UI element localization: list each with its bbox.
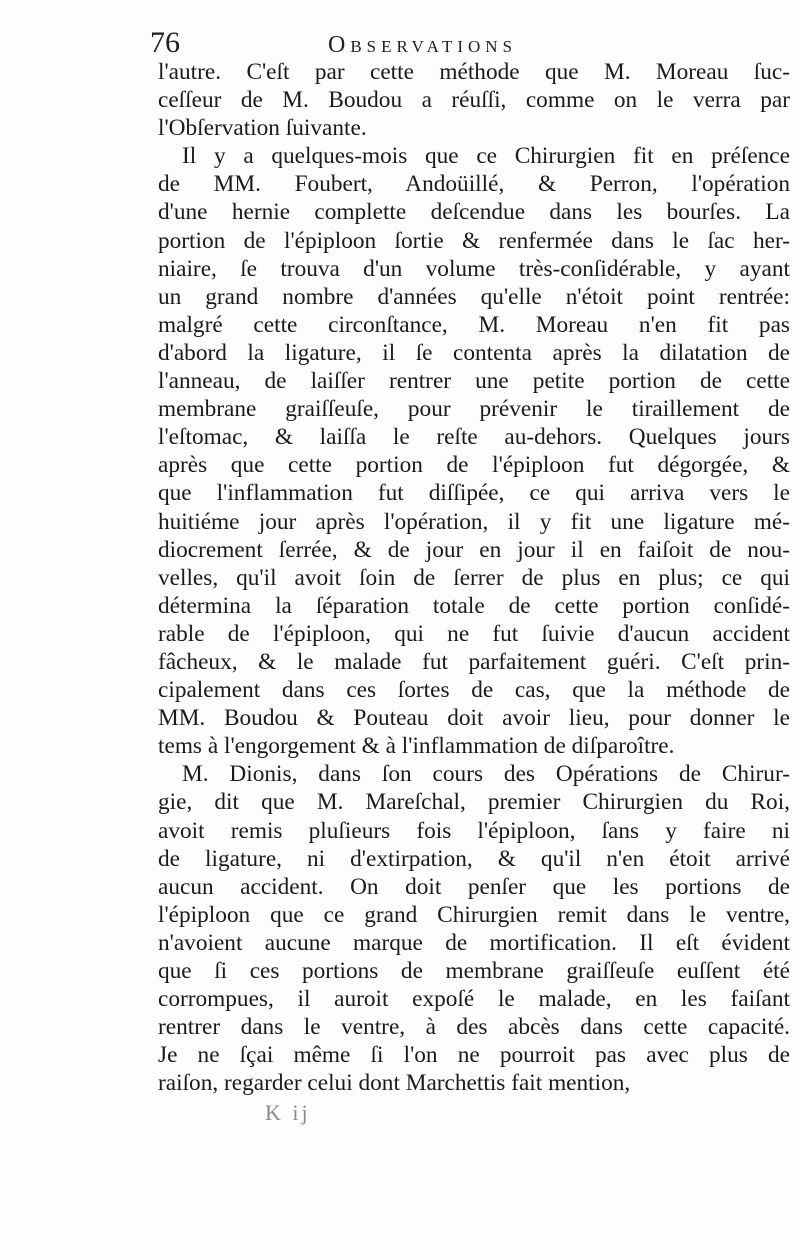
text-line: niaire, ſe trouva d'un volume très-conſidérable, y ayant — [158, 255, 790, 282]
text-line: MM. Boudou & Pouteau doit avoir lieu, pour donner le — [158, 705, 790, 732]
text-line: ceſſeur de M. Boudou a réuſſi, comme on le verra par — [158, 87, 790, 114]
text-line: n'avoient aucune marque de mortification. Il eſt évident — [158, 929, 790, 956]
body-text — [158, 58, 790, 1097]
text-line: Je ne ſçai même ſi l'on ne pourroit pas avec plus de — [158, 1042, 790, 1069]
text-line: un grand nombre d'années qu'elle n'étoit point rentrée: — [158, 283, 790, 310]
text-line: velles, qu'il avoit ſoin de ſerrer de plus en plus; ce qui — [158, 564, 790, 591]
text-line: gie, dit que M. Mareſchal, premier Chirurgien du Roi, — [158, 789, 790, 816]
text-line: tems à l'engorgement & à l'inflammation de diſparoître. — [158, 733, 675, 760]
text-line: l'Obſervation ſuivante. — [158, 115, 367, 142]
text-line: l'épiploon que ce grand Chirurgien remit dans le ventre, — [158, 901, 790, 928]
text-line: l'eſtomac, & laiſſa le reſte au-dehors. Quelques jours — [158, 424, 790, 451]
text-line: portion de l'épiploon ſortie & renfermée dans le ſac her- — [158, 227, 790, 254]
text-line: de MM. Foubert, Andoüillé, & Perron, l'opération — [158, 171, 790, 198]
text-line: corrompues, il auroit expoſé le malade, en les faiſant — [158, 986, 790, 1013]
text-line: après que cette portion de l'épiploon fut dégorgée, & — [158, 452, 790, 479]
text-line: que l'inflammation fut diſſipée, ce qui arriva vers le — [158, 480, 790, 507]
text-line: cipalement dans ces ſortes de cas, que la méthode de — [158, 677, 790, 704]
text-line: diocrement ſerrée, & de jour en jour il en faiſoit de nou- — [158, 536, 790, 563]
text-line: que ſi ces portions de membrane graiſſeuſe euſſent été — [158, 958, 790, 984]
text-line: l'anneau, de laiſſer rentrer une petite portion de cette — [158, 368, 790, 395]
text-line: raiſon, regarder celui dont Marchettis fait mention, — [158, 1070, 631, 1097]
text-line: malgré cette circonſtance, M. Moreau n'en fit pas — [158, 311, 790, 338]
text-line: M. Dionis, dans ſon cours des Opérations de Chirur- — [182, 761, 790, 788]
text-line: détermina la ſéparation totale de cette portion conſidé- — [158, 592, 790, 619]
text-line: d'une hernie complette deſcendue dans les bourſes. La — [158, 199, 790, 226]
signature-mark: K ij — [265, 1100, 311, 1125]
text-line: d'abord la ligature, il ſe contenta après la dilatation de — [158, 339, 790, 366]
text-line: fâcheux, & le malade fut parfaitement guéri. C'eſt prin- — [158, 648, 790, 675]
text-line: membrane graiſſeuſe, pour prévenir le tiraillement de — [158, 396, 790, 423]
text-line: Il y a quelques-mois que ce Chirurgien fit en préſence — [182, 143, 790, 170]
text-line: rable de l'épiploon, qui ne fut ſuivie d'aucun accident — [158, 620, 790, 647]
text-line: de ligature, ni d'extirpation, & qu'il n'en étoit arrivé — [158, 845, 790, 872]
text-line: rentrer dans le ventre, à des abcès dans cette capacité. — [158, 1014, 790, 1041]
text-line: aucun accident. On doit penſer que les portions de — [158, 873, 790, 900]
running-head: Observations — [328, 32, 518, 58]
page-number: 76 — [150, 26, 180, 59]
text-line: avoit remis pluſieurs fois l'épiploon, ſans y faire ni — [158, 817, 790, 844]
text-line: huitiéme jour après l'opération, il y fit une ligature mé- — [158, 508, 790, 535]
text-line: l'autre. C'eſt par cette méthode que M. Moreau ſuc- — [158, 59, 790, 85]
